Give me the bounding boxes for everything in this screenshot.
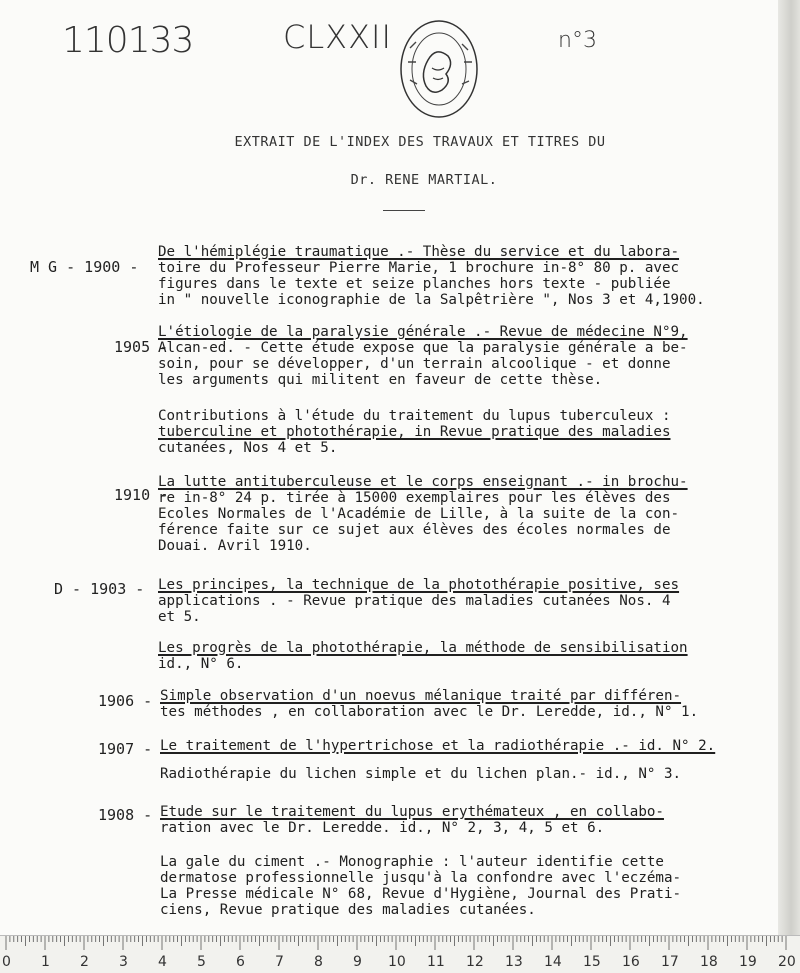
entry-line: cutanées, Nos 4 et 5. xyxy=(158,440,338,456)
entry-line: Alcan-ed. - Cette étude expose que la paralysie générale a be- xyxy=(158,340,688,356)
list-item xyxy=(160,738,715,754)
handwritten-reference-number: 110133 xyxy=(62,20,194,61)
list-item xyxy=(158,474,688,554)
ruler-label: 18 xyxy=(700,954,718,970)
document-heading: EXTRAIT DE L'INDEX DES TRAVAUX ET TITRES DU xyxy=(234,134,606,150)
ruler-label: 12 xyxy=(466,954,484,970)
ruler-label: 2 xyxy=(80,954,89,970)
entry-label: M G - 1900 - xyxy=(30,258,139,276)
handwritten-number-mark: n°3 xyxy=(558,28,597,53)
entry-line: figures dans le texte et seize planches hors texte - publiée xyxy=(158,276,671,292)
ruler-label: 8 xyxy=(314,954,323,970)
entry-label: 1906 - xyxy=(98,692,153,710)
ruler-label: 20 xyxy=(778,954,796,970)
ruler-label: 9 xyxy=(353,954,362,970)
entry-line: Simple observation d'un noevus mélanique traité par différen- xyxy=(160,688,682,704)
list-item xyxy=(160,688,698,720)
entry-line: tuberculine et photothérapie, in Revue pratique des maladies xyxy=(158,424,671,440)
entry-line: Le traitement de l'hypertrichose et la radiothérapie .- id. N° 2. xyxy=(160,738,716,754)
entry-line: Ecoles Normales de l'Académie de Lille, à la suite de la con- xyxy=(158,506,680,522)
entry-line: dermatose professionnelle jusqu'à la confondre avec l'eczéma- xyxy=(160,870,682,886)
list-item xyxy=(160,766,681,782)
ruler-label: 11 xyxy=(427,954,445,970)
ruler-label: 17 xyxy=(661,954,679,970)
ruler-label: 6 xyxy=(236,954,245,970)
entry-line: ration avec le Dr. Leredde. id., N° 2, 3, 4, 5 et 6. xyxy=(160,820,605,836)
ruler-label: 3 xyxy=(119,954,128,970)
entry-line: Contributions à l'étude du traitement du lupus tuberculeux : xyxy=(158,408,671,424)
ruler-label: 16 xyxy=(622,954,640,970)
entry-line: et 5. xyxy=(158,609,201,625)
ruler-label: 14 xyxy=(544,954,562,970)
ruler-label: 0 xyxy=(2,954,11,970)
ruler-label: 4 xyxy=(158,954,167,970)
entry-line: tes méthodes , en collaboration avec le Dr. Leredde, id., N° 1. xyxy=(160,704,699,720)
entry-label: 1908 - xyxy=(98,806,153,824)
entry-line: Les principes, la technique de la photothérapie positive, ses xyxy=(158,577,680,593)
entry-line: L'étiologie de la paralysie générale .- Revue de médecine N°9, xyxy=(158,324,688,340)
list-item xyxy=(158,577,679,625)
entry-line: re in-8° 24 p. tirée à 15000 exemplaires pour les élèves des xyxy=(158,490,671,506)
entry-line: De l'hémiplégie traumatique .- Thèse du service et du labora- xyxy=(158,244,680,260)
entry-line: toire du Professeur Pierre Marie, 1 brochure in-8° 80 p. avec xyxy=(158,260,680,276)
list-item xyxy=(158,244,705,308)
entry-line: La lutte antituberculeuse et le corps enseignant .- in brochu- xyxy=(158,474,688,490)
ruler-label: 10 xyxy=(388,954,406,970)
entry-line: Les progrès de la photothérapie, la méthode de sensibilisation xyxy=(158,640,688,656)
ruler-label: 15 xyxy=(583,954,601,970)
ruler-label: 1 xyxy=(41,954,50,970)
ruler-labels xyxy=(0,954,800,972)
entry-line: La gale du ciment .- Monographie : l'auteur identifie cette xyxy=(160,854,664,870)
library-stamp xyxy=(398,18,480,120)
entry-line: applications . - Revue pratique des maladies cutanées Nos. 4 xyxy=(158,593,671,609)
list-item xyxy=(158,408,671,456)
entry-line: les arguments qui militent en faveur de cette thèse. xyxy=(158,372,603,388)
entry-line: férence faite sur ce sujet aux élèves des écoles normales de xyxy=(158,522,671,538)
entry-line: ciens, Revue pratique des maladies cutanées. xyxy=(160,902,536,918)
measuring-ruler xyxy=(0,935,800,973)
entry-line: id., N° 6. xyxy=(158,656,244,672)
entry-label: 1910 - xyxy=(114,486,169,504)
ruler-label: 19 xyxy=(739,954,757,970)
ruler-label: 13 xyxy=(505,954,523,970)
entry-line: Douai. Avril 1910. xyxy=(158,538,312,554)
handwritten-roman-code: CLXXII xyxy=(283,18,392,56)
entry-label: 1905 - xyxy=(114,338,169,356)
entry-label: D - 1903 - xyxy=(54,580,145,598)
list-item xyxy=(158,640,688,672)
list-item xyxy=(160,804,664,836)
entry-label: 1907 - xyxy=(98,740,153,758)
list-item xyxy=(160,854,681,918)
author-name: Dr. RENE MARTIAL. xyxy=(350,172,498,188)
heading-rule xyxy=(383,210,425,211)
ruler-label: 7 xyxy=(275,954,284,970)
entry-line: Etude sur le traitement du lupus erythémateux , en collabo- xyxy=(160,804,664,820)
list-item xyxy=(158,324,688,388)
entry-line: Radiothérapie du lichen simple et du lichen plan.- id., N° 3. xyxy=(160,766,682,782)
ruler-ticks xyxy=(0,936,800,954)
entry-line: soin, pour se développer, d'un terrain alcoolique - et donne xyxy=(158,356,671,372)
entry-line: La Presse médicale N° 68, Revue d'Hygiène, Journal des Prati- xyxy=(160,886,682,902)
entry-line: in " nouvelle iconographie de la Salpêtrière ", Nos 3 et 4,1900. xyxy=(158,292,705,308)
ruler-label: 5 xyxy=(197,954,206,970)
